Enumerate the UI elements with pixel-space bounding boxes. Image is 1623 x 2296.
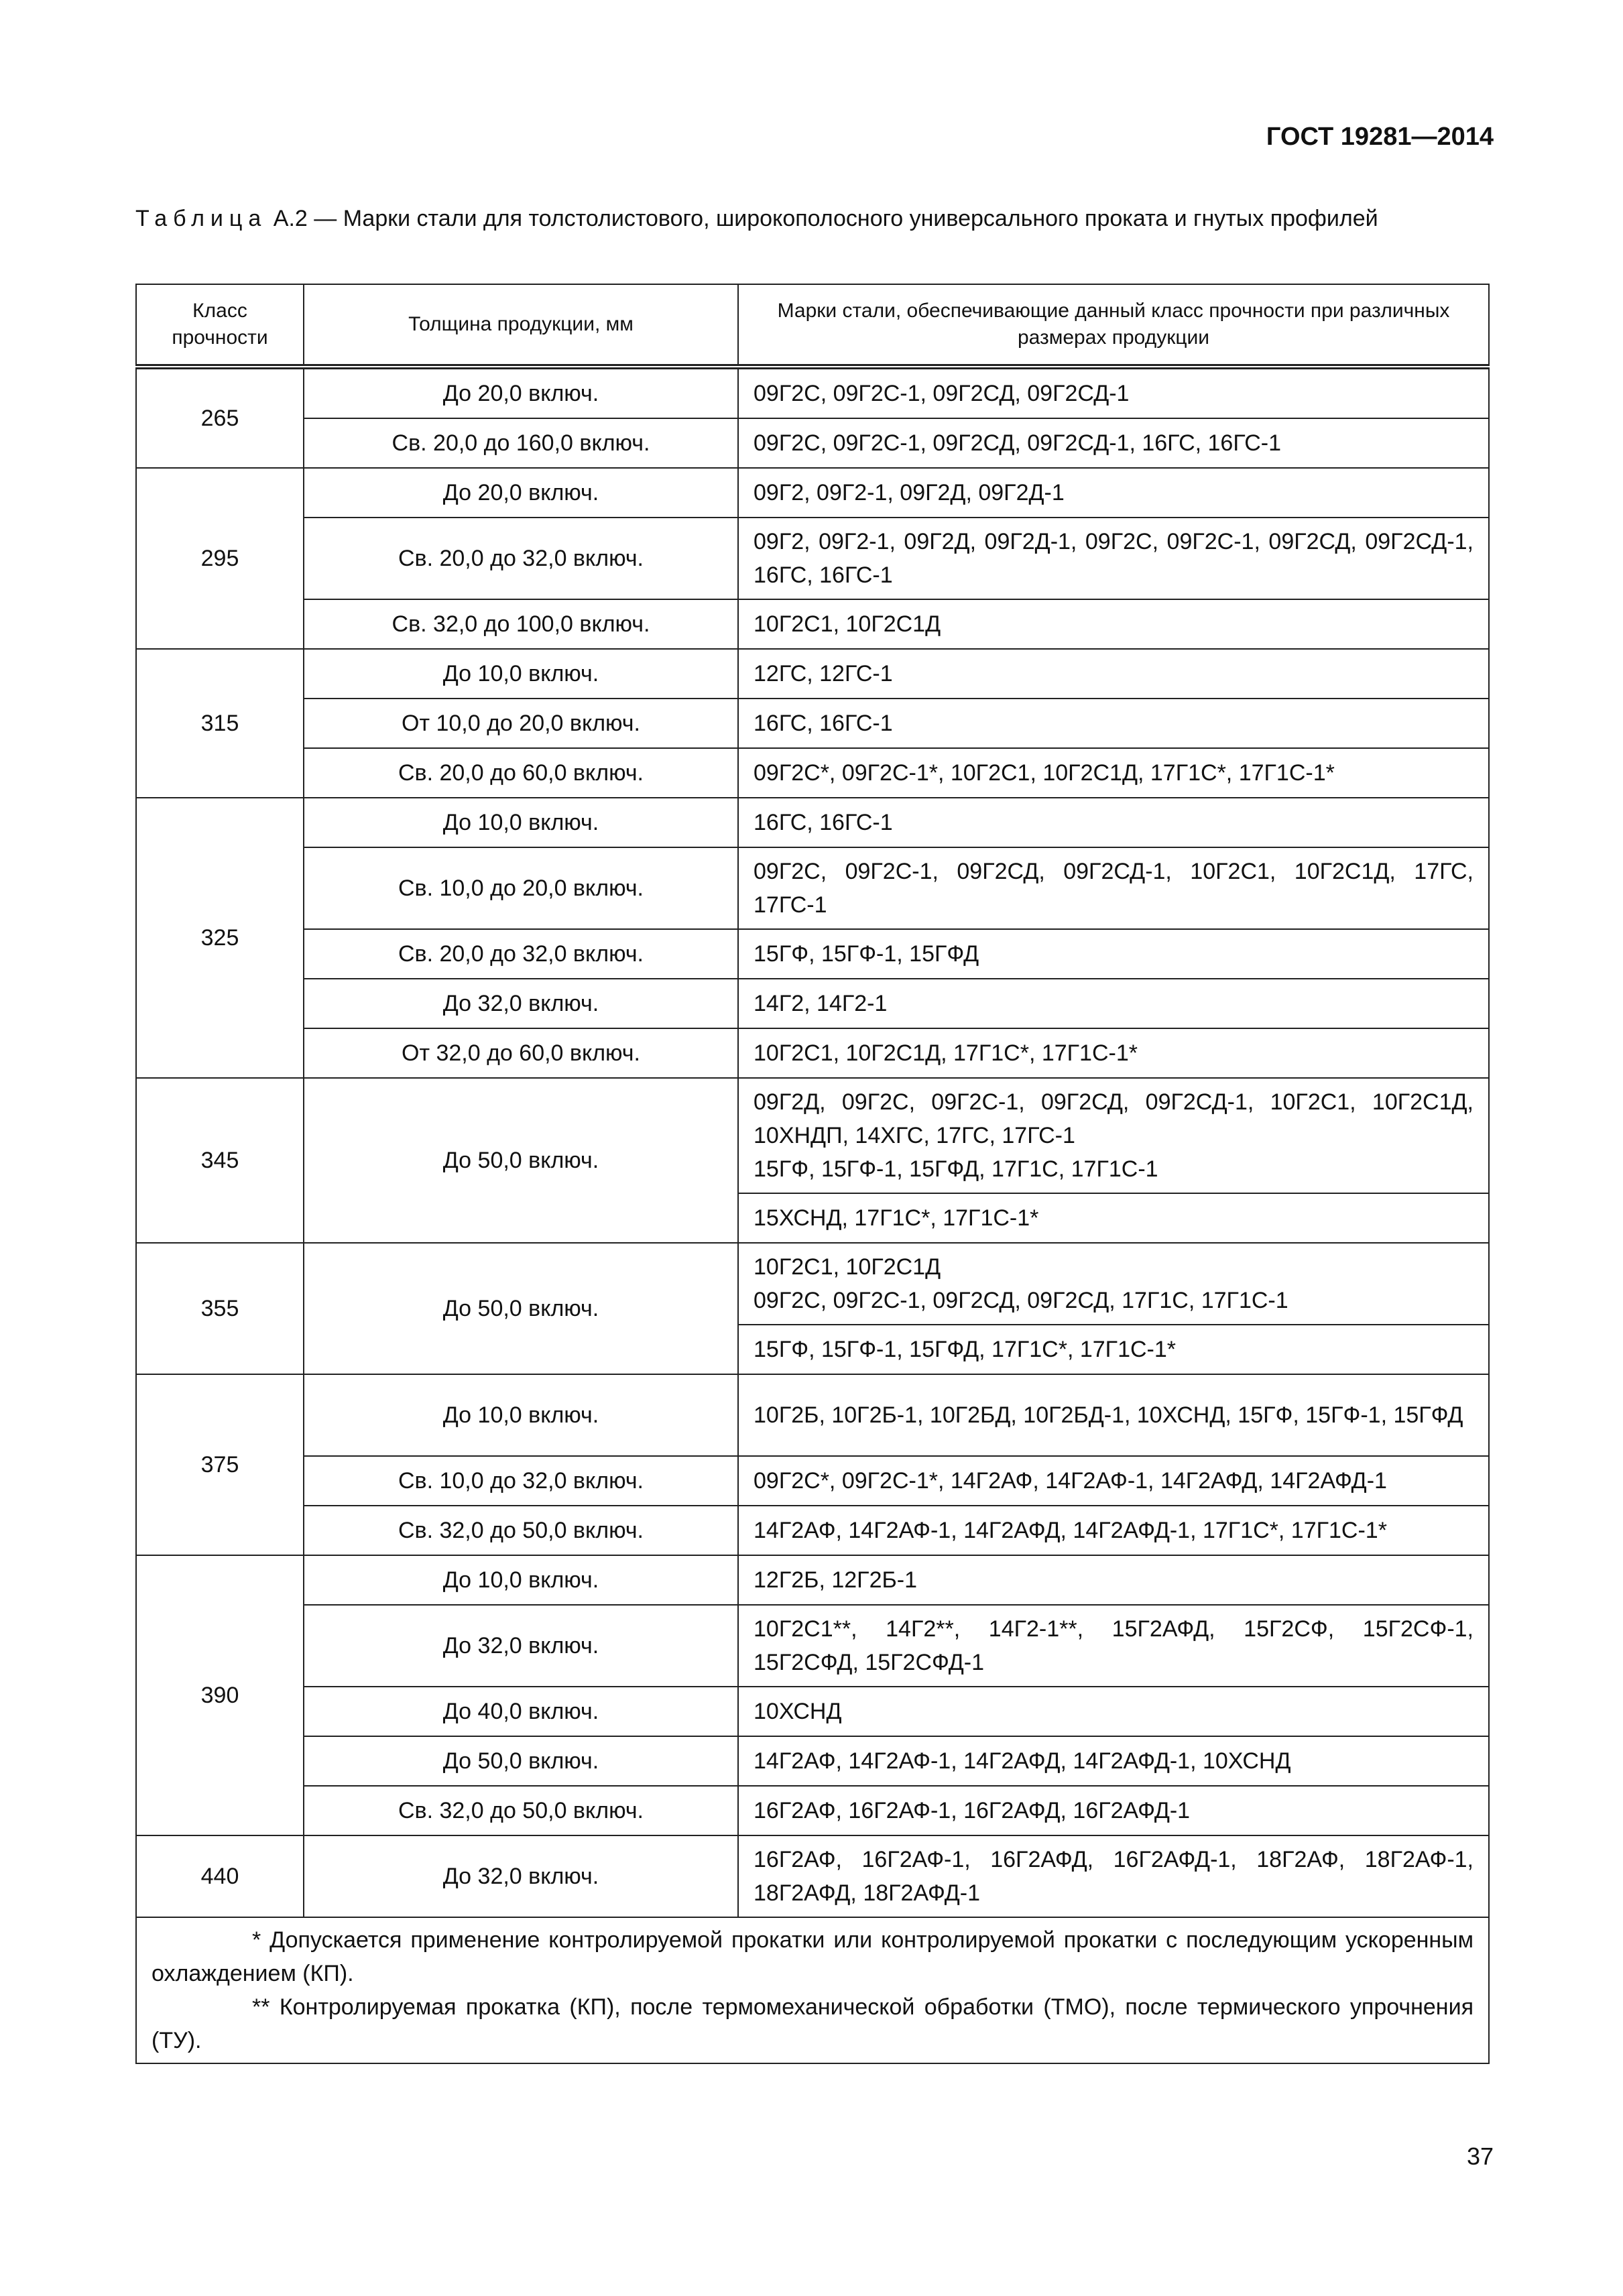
thickness-cell: До 20,0 включ. — [304, 367, 738, 418]
grades-cell: 15ГФ, 15ГФ-1, 15ГФД, 17Г1С*, 17Г1С-1* — [738, 1325, 1489, 1374]
table-row — [136, 699, 1489, 748]
thickness-cell: От 32,0 до 60,0 включ. — [304, 1028, 738, 1078]
document-header: ГОСТ 19281—2014 — [1266, 123, 1494, 151]
strength-class: 390 — [136, 1555, 304, 1835]
caption-text: — Марки стали для толстолистового, широкополосного универсального проката и гнутых профилей — [314, 206, 1378, 231]
header-thickness: Толщина продукции, мм — [304, 284, 738, 367]
grades-cell: 10Г2С1**, 14Г2**, 14Г2-1**, 15Г2АФД, 15Г2СФ, 15Г2СФ-1, 15Г2СФД, 15Г2СФД-1 — [738, 1605, 1489, 1687]
grades-cell: 09Г2С, 09Г2С-1, 09Г2СД, 09Г2СД-1 — [738, 367, 1489, 418]
table-row — [136, 1605, 1489, 1687]
header-class: Класс прочности — [136, 284, 304, 367]
thickness-cell: До 10,0 включ. — [304, 1555, 738, 1605]
thickness-cell: Св. 10,0 до 32,0 включ. — [304, 1456, 738, 1506]
table-row — [136, 1243, 1489, 1325]
thickness-cell: До 10,0 включ. — [304, 649, 738, 699]
strength-class: 295 — [136, 468, 304, 649]
footnote-double-asterisk: ** Контролируемая прокатка (КП), после термомеханической обработки (ТМО), после термического упрочнения (ТУ). — [152, 1994, 1474, 2053]
table-row — [136, 1687, 1489, 1736]
grades-cell: 09Г2С, 09Г2С-1, 09Г2СД, 09Г2СД-1, 10Г2С1, 10Г2С1Д, 17ГС, 17ГС-1 — [738, 847, 1489, 929]
grades-cell: 15ХСНД, 17Г1С*, 17Г1С-1* — [738, 1193, 1489, 1243]
thickness-cell: Св. 20,0 до 32,0 включ. — [304, 518, 738, 599]
grades-cell: 16Г2АФ, 16Г2АФ-1, 16Г2АФД, 16Г2АФД-1, 18Г2АФ, 18Г2АФ-1, 18Г2АФД, 18Г2АФД-1 — [738, 1835, 1489, 1917]
grades-cell: 12ГС, 12ГС-1 — [738, 649, 1489, 699]
grades-cell: 10ХСНД — [738, 1687, 1489, 1736]
thickness-cell: До 50,0 включ. — [304, 1736, 738, 1786]
grades-cell: 09Г2С, 09Г2С-1, 09Г2СД, 09Г2СД-1, 16ГС, 16ГС-1 — [738, 418, 1489, 468]
table-row — [136, 418, 1489, 468]
steel-grades-table — [135, 284, 1490, 2064]
table-row — [136, 1736, 1489, 1786]
thickness-cell: До 32,0 включ. — [304, 979, 738, 1028]
table-row — [136, 367, 1489, 418]
grades-cell: 09Г2С*, 09Г2С-1*, 10Г2С1, 10Г2С1Д, 17Г1С*, 17Г1С-1* — [738, 748, 1489, 798]
table-notes-row — [136, 1917, 1489, 2063]
footnote-single-asterisk: * Допускается применение контролируемой прокатки или контролируемой прокатки с последующим ускоренным охлаждением (КП). — [152, 1927, 1474, 1986]
grades-cell: 14Г2АФ, 14Г2АФ-1, 14Г2АФД, 14Г2АФД-1, 10ХСНД — [738, 1736, 1489, 1786]
thickness-cell: Св. 20,0 до 160,0 включ. — [304, 418, 738, 468]
strength-class: 315 — [136, 649, 304, 798]
table-row — [136, 1078, 1489, 1193]
table-row — [136, 1456, 1489, 1506]
strength-class: 265 — [136, 367, 304, 468]
strength-class: 325 — [136, 798, 304, 1078]
strength-class: 355 — [136, 1243, 304, 1374]
table-caption — [135, 204, 1488, 233]
table-row — [136, 929, 1489, 979]
grades-cell: 09Г2Д, 09Г2С, 09Г2С-1, 09Г2СД, 09Г2СД-1, 10Г2С1, 10Г2С1Д, 10ХНДП, 14ХГС, 17ГС, 17ГС-1 15ГФ, 15ГФ-1, 15ГФД, 17Г1С, 17Г1С-1 — [738, 1078, 1489, 1193]
table-header-row — [136, 284, 1489, 367]
grades-cell: 16Г2АФ, 16Г2АФ-1, 16Г2АФД, 16Г2АФД-1 — [738, 1786, 1489, 1835]
table-row — [136, 599, 1489, 649]
header-grades: Марки стали, обеспечивающие данный класс прочности при различных размерах продукции — [738, 284, 1489, 367]
grades-cell: 16ГС, 16ГС-1 — [738, 798, 1489, 847]
grades-cell: 12Г2Б, 12Г2Б-1 — [738, 1555, 1489, 1605]
thickness-cell: До 10,0 включ. — [304, 1374, 738, 1456]
grades-cell: 09Г2С*, 09Г2С-1*, 14Г2АФ, 14Г2АФ-1, 14Г2АФД, 14Г2АФД-1 — [738, 1456, 1489, 1506]
table-row — [136, 1506, 1489, 1555]
grades-cell: 09Г2, 09Г2-1, 09Г2Д, 09Г2Д-1 — [738, 468, 1489, 518]
table-row — [136, 979, 1489, 1028]
thickness-cell: До 20,0 включ. — [304, 468, 738, 518]
grades-cell: 10Г2С1, 10Г2С1Д — [738, 599, 1489, 649]
table-row — [136, 1374, 1489, 1456]
grades-cell: 09Г2, 09Г2-1, 09Г2Д, 09Г2Д-1, 09Г2С, 09Г2С-1, 09Г2СД, 09Г2СД-1, 16ГС, 16ГС-1 — [738, 518, 1489, 599]
strength-class: 375 — [136, 1374, 304, 1555]
thickness-cell: До 32,0 включ. — [304, 1605, 738, 1687]
grades-cell: 10Г2Б, 10Г2Б-1, 10Г2БД, 10Г2БД-1, 10ХСНД, 15ГФ, 15ГФ-1, 15ГФД — [738, 1374, 1489, 1456]
grades-cell: 14Г2АФ, 14Г2АФ-1, 14Г2АФД, 14Г2АФД-1, 17Г1С*, 17Г1С-1* — [738, 1506, 1489, 1555]
table-row — [136, 1028, 1489, 1078]
thickness-cell: До 50,0 включ. — [304, 1243, 738, 1374]
thickness-cell: Св. 20,0 до 60,0 включ. — [304, 748, 738, 798]
thickness-cell: До 10,0 включ. — [304, 798, 738, 847]
thickness-cell: До 50,0 включ. — [304, 1078, 738, 1243]
table-row — [136, 649, 1489, 699]
table-row — [136, 1835, 1489, 1917]
table-row — [136, 847, 1489, 929]
grades-cell: 16ГС, 16ГС-1 — [738, 699, 1489, 748]
strength-class: 440 — [136, 1835, 304, 1917]
caption-label: Таблица — [135, 206, 267, 231]
thickness-cell: Св. 32,0 до 100,0 включ. — [304, 599, 738, 649]
thickness-cell: Св. 10,0 до 20,0 включ. — [304, 847, 738, 929]
caption-number: А.2 — [273, 206, 308, 231]
table-notes — [136, 1917, 1489, 2063]
grades-cell: 10Г2С1, 10Г2С1Д 09Г2С, 09Г2С-1, 09Г2СД, 09Г2СД, 17Г1С, 17Г1С-1 — [738, 1243, 1489, 1325]
table-row — [136, 518, 1489, 599]
table-row — [136, 1555, 1489, 1605]
strength-class: 345 — [136, 1078, 304, 1243]
thickness-cell: Св. 32,0 до 50,0 включ. — [304, 1506, 738, 1555]
table-row — [136, 1786, 1489, 1835]
grades-cell: 15ГФ, 15ГФ-1, 15ГФД — [738, 929, 1489, 979]
grades-cell: 10Г2С1, 10Г2С1Д, 17Г1С*, 17Г1С-1* — [738, 1028, 1489, 1078]
thickness-cell: До 40,0 включ. — [304, 1687, 738, 1736]
table-row — [136, 468, 1489, 518]
thickness-cell: Св. 32,0 до 50,0 включ. — [304, 1786, 738, 1835]
thickness-cell: Св. 20,0 до 32,0 включ. — [304, 929, 738, 979]
page-number: 37 — [1466, 2142, 1494, 2170]
table-row — [136, 798, 1489, 847]
thickness-cell: От 10,0 до 20,0 включ. — [304, 699, 738, 748]
grades-cell: 14Г2, 14Г2-1 — [738, 979, 1489, 1028]
table-row — [136, 748, 1489, 798]
thickness-cell: До 32,0 включ. — [304, 1835, 738, 1917]
